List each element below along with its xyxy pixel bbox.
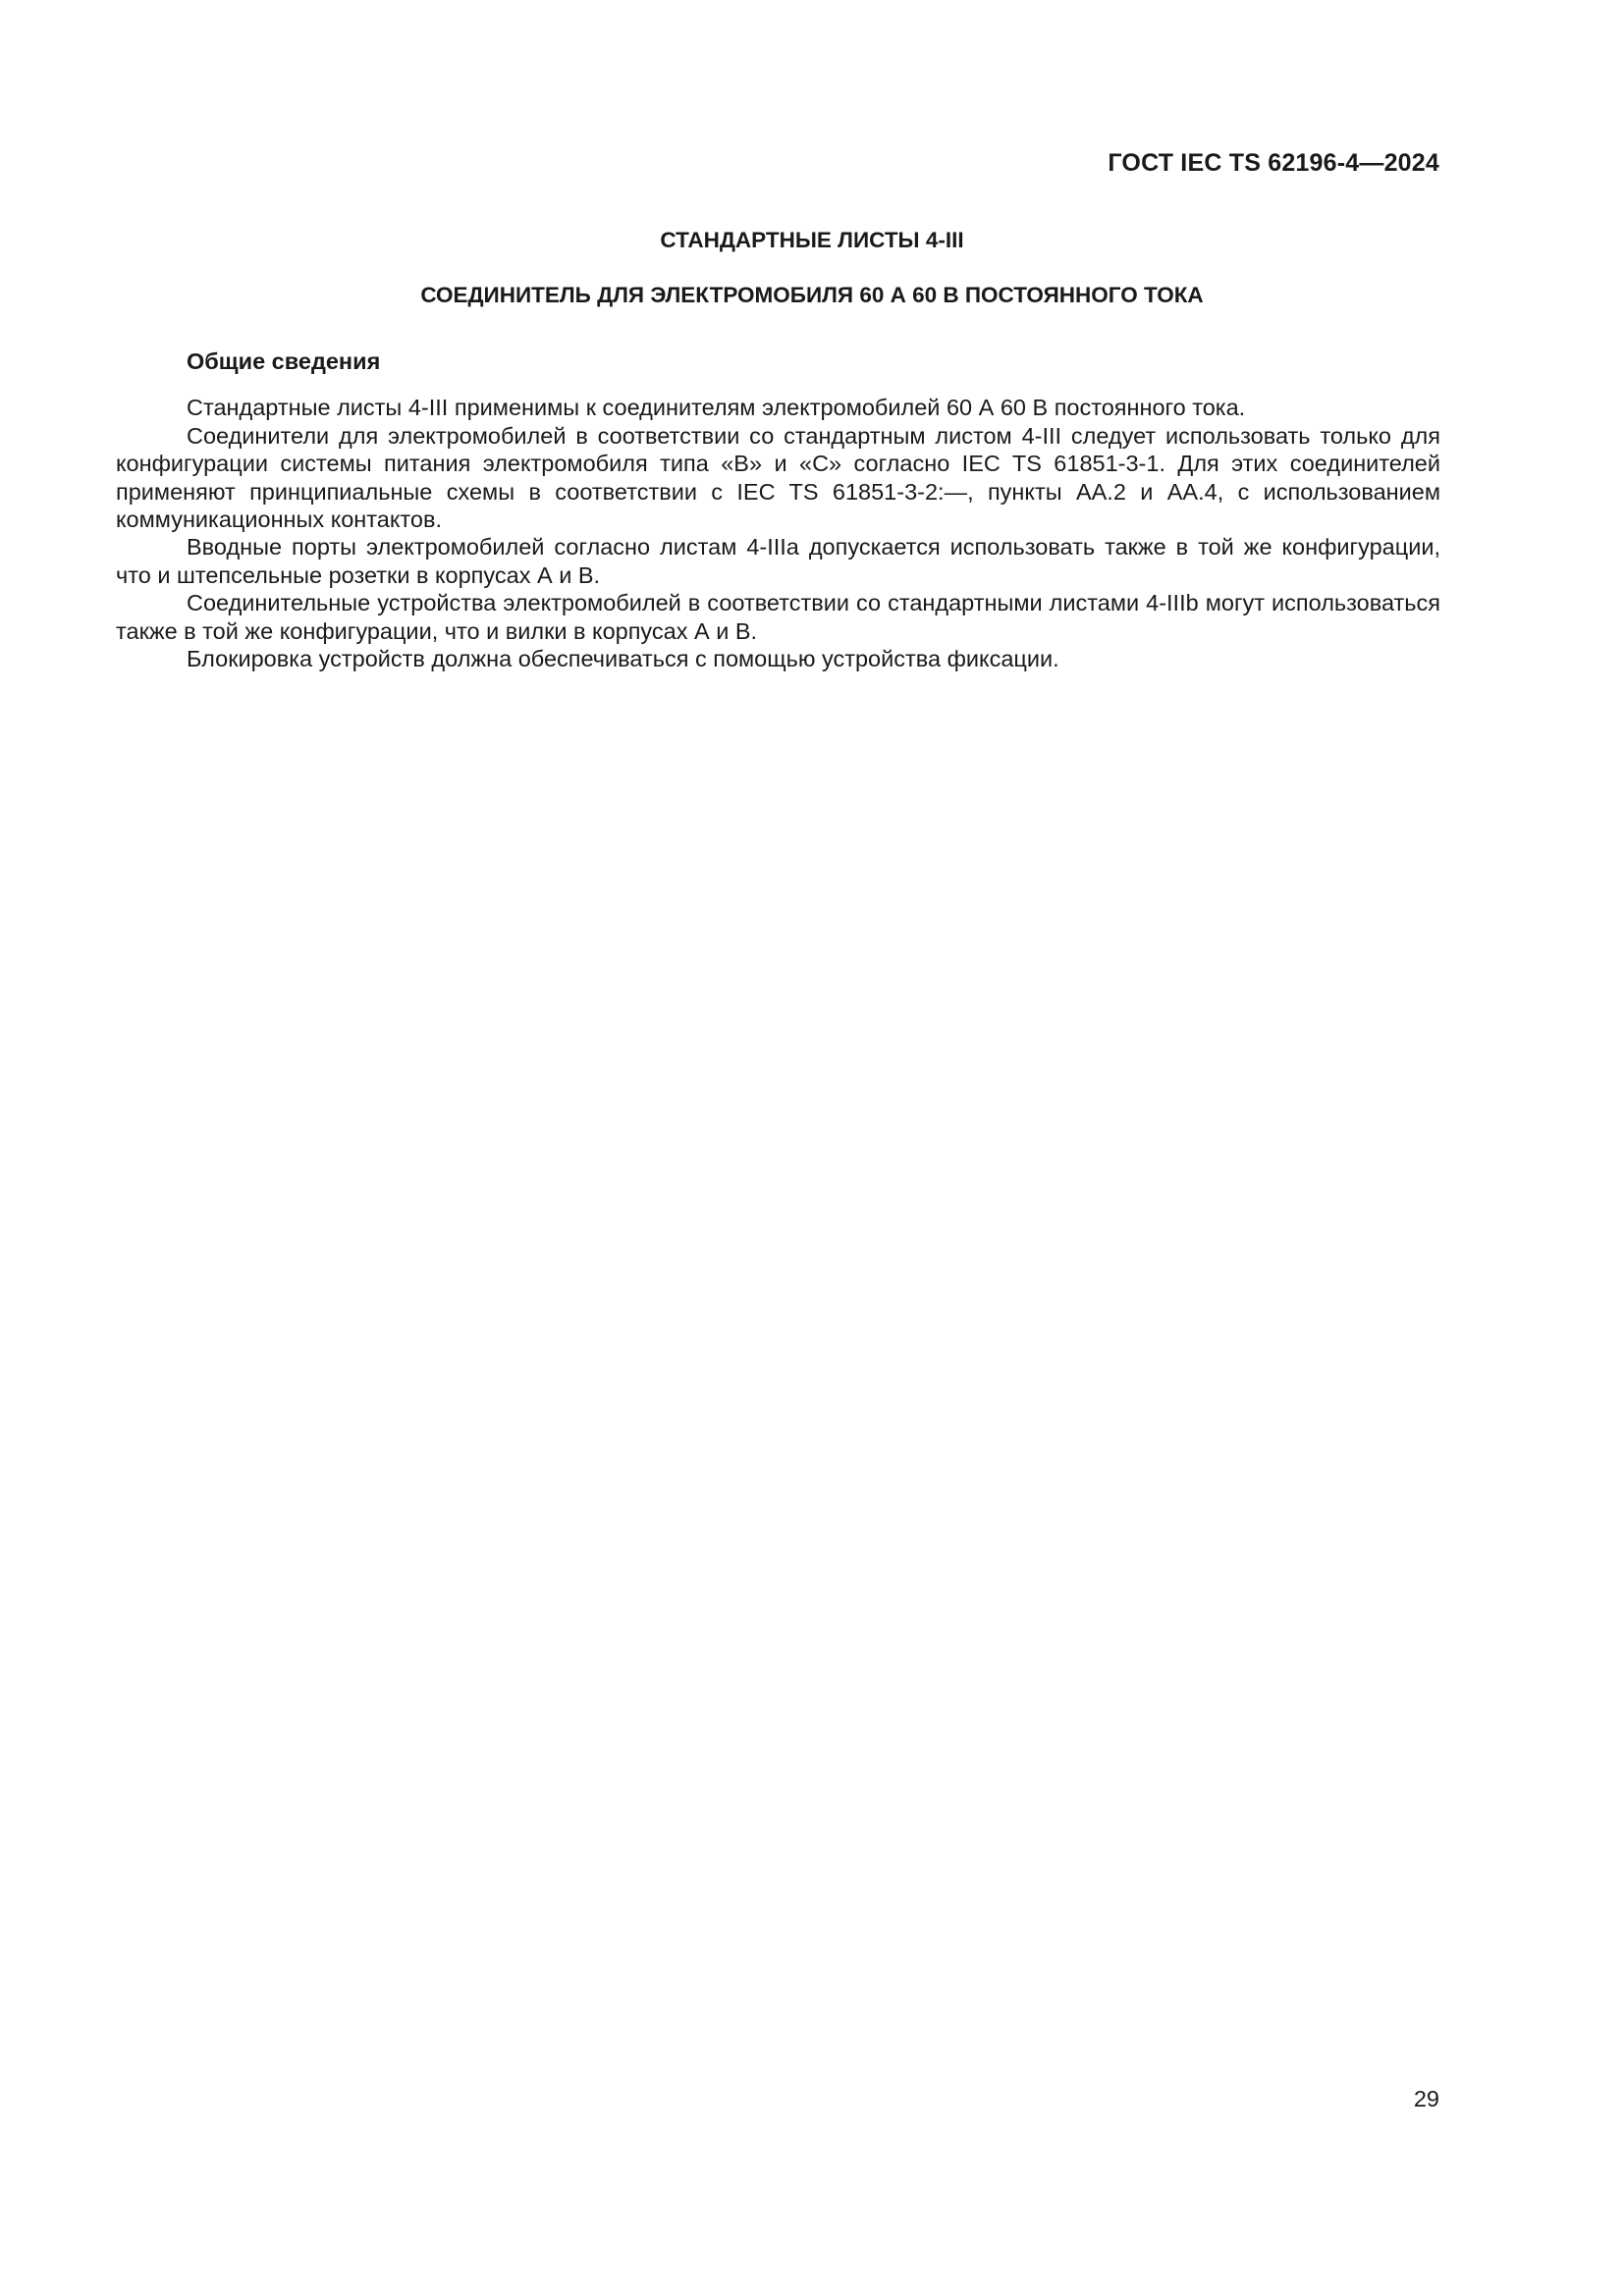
paragraph: Соединители для электромобилей в соответствии со стандартным листом 4-III следует использовать только для конфигурации системы питания электромобиля типа «В» и «С» согласно IEC TS 61851-3-1. Для этих соединителей применяют принципиальные схемы в соответствии с IEC TS 61851-3-2:—, пункты АА.2 и АА.4, с использованием коммуникационных контактов. xyxy=(116,422,1440,533)
section-body xyxy=(116,347,1440,672)
document-code: ГОСТ IEC TS 62196-4—2024 xyxy=(1108,149,1439,177)
section-heading: Общие сведения xyxy=(187,348,381,374)
paragraph: Стандартные листы 4-III применимы к соединителям электромобилей 60 А 60 В постоянного тока. xyxy=(187,395,1246,421)
page-number: 29 xyxy=(1413,2086,1439,2111)
paragraph: Блокировка устройств должна обеспечиваться с помощью устройства фиксации. xyxy=(187,646,1059,672)
connector-title: СОЕДИНИТЕЛЬ ДЛЯ ЭЛЕКТРОМОБИЛЯ 60 А 60 В ПОСТОЯННОГО ТОКА xyxy=(420,283,1204,307)
sheet-title: СТАНДАРТНЫЕ ЛИСТЫ 4-III xyxy=(660,228,964,252)
paragraph: Вводные порты электромобилей согласно листам 4-IIIa допускается использовать также в той же конфигурации, что и штепсельные розетки в корпусах А и В. xyxy=(116,534,1440,588)
paragraph: Соединительные устройства электромобилей в соответствии со стандартными листами 4-IIIb могут использоваться также в той же конфигурации, что и вилки в корпусах А и В. xyxy=(116,590,1440,644)
